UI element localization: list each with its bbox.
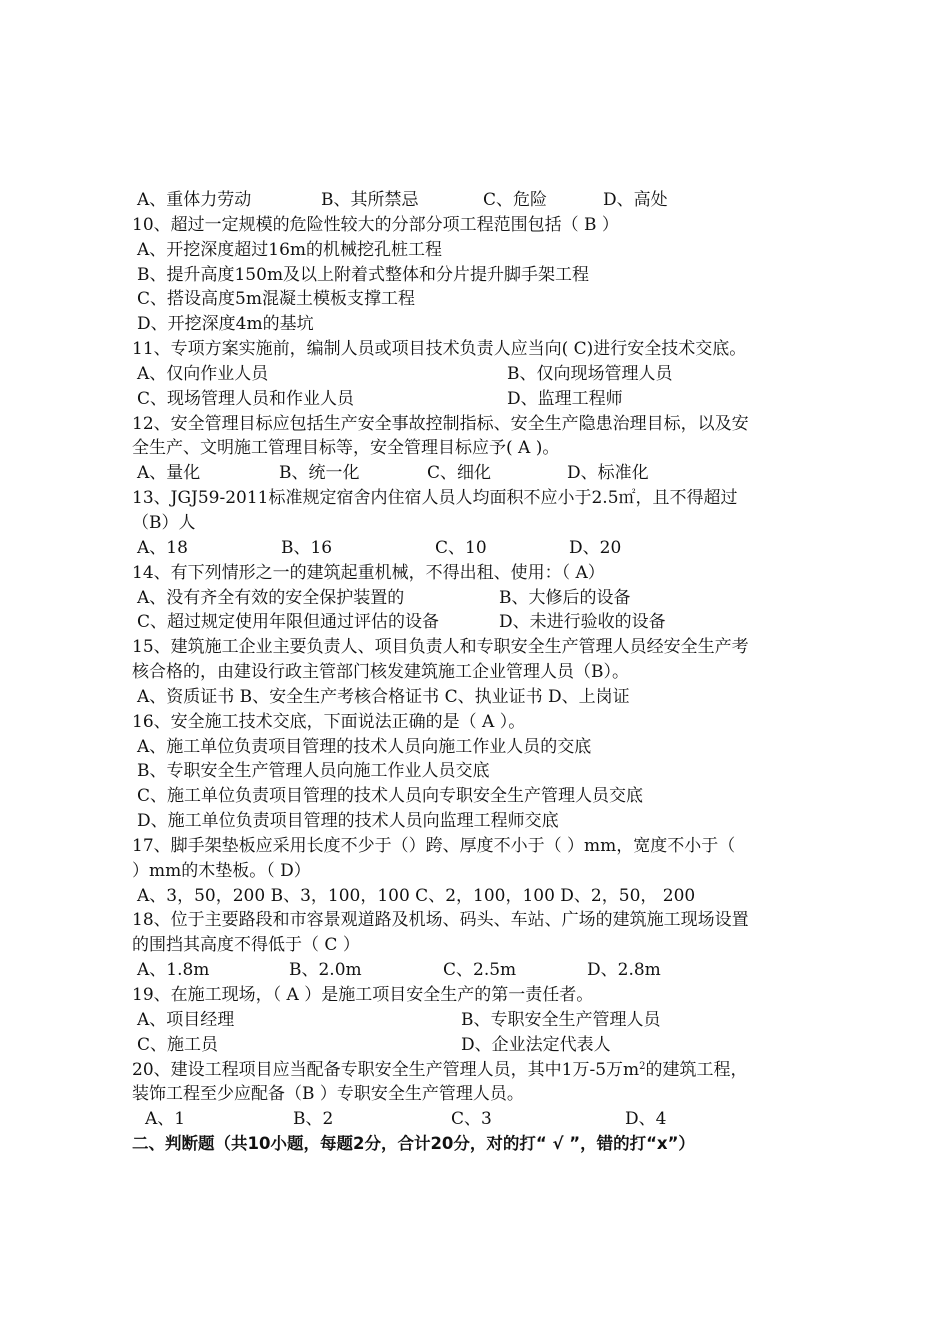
q13-stem-line1: 13、JGJ59-2011标准规定宿舍内住宿人员人均面积不应小于2.5㎡，且不得超过 bbox=[132, 488, 738, 509]
q18-option-c: C、2.5m bbox=[443, 960, 517, 981]
q16-option-b: B、专职安全生产管理人员向施工作业人员交底 bbox=[137, 761, 490, 782]
q11-option-c: C、现场管理人员和作业人员 bbox=[137, 388, 355, 409]
q14-option-a: A、没有齐全有效的安全保护装置的 bbox=[137, 587, 405, 608]
q12-option-c: C、细化 bbox=[427, 463, 492, 484]
q20-stem-line1-b: 的建筑工程， bbox=[645, 1059, 748, 1080]
q20-option-b: B、2 bbox=[293, 1109, 334, 1130]
q9-option-d: D、高处 bbox=[603, 190, 668, 210]
q20-stem-superscript: 2 bbox=[639, 1060, 646, 1072]
q20-stem-line1 bbox=[132, 1058, 838, 1083]
q16-option-a: A、施工单位负责项目管理的技术人员向施工作业人员的交底 bbox=[137, 736, 592, 757]
q12-option-d: D、标准化 bbox=[567, 463, 649, 484]
q18-stem-line1: 18、位于主要路段和市容景观道路及机场、码头、车站、广场的建筑施工现场设置 bbox=[132, 910, 749, 931]
q15-stem-line1: 15、建筑施工企业主要负责人、项目负责人和专职安全生产管理人员经安全生产考 bbox=[132, 637, 749, 658]
q19-options-row1 bbox=[132, 1008, 838, 1033]
q17-stem-line2: ）mm的木垫板。（ D） bbox=[132, 860, 311, 881]
exam-page bbox=[132, 188, 838, 1157]
q9-option-a: A、重体力劳动 bbox=[137, 190, 252, 210]
q13-option-d: D、20 bbox=[569, 537, 622, 558]
q11-options-row2 bbox=[132, 387, 838, 412]
q12-option-b: B、统一化 bbox=[279, 463, 360, 484]
q9-option-b: B、其所禁忌 bbox=[321, 190, 419, 210]
q9-options bbox=[132, 188, 838, 213]
q14-stem: 14、有下列情形之一的建筑起重机械，不得出租、使用：（ A） bbox=[132, 562, 605, 583]
q11-stem: 11、专项方案实施前，编制人员或项目技术负责人应当向( C)进行安全技术交底。 bbox=[132, 339, 747, 360]
q20-options bbox=[132, 1107, 838, 1132]
q19-option-c: C、施工员 bbox=[137, 1034, 219, 1055]
q10-option-c: C、搭设高度5m混凝土模板支撑工程 bbox=[137, 289, 415, 310]
q18-option-b: B、2.0m bbox=[289, 960, 362, 981]
q10-option-b: B、提升高度150m及以上附着式整体和分片提升脚手架工程 bbox=[137, 264, 590, 285]
q10-option-d: D、开挖深度4m的基坑 bbox=[137, 314, 314, 335]
q19-stem: 19、在施工现场，（ A ）是施工项目安全生产的第一责任者。 bbox=[132, 985, 594, 1005]
q14-option-b: B、大修后的设备 bbox=[499, 587, 631, 608]
q19-option-a: A、项目经理 bbox=[137, 1009, 235, 1030]
q12-option-a: A、量化 bbox=[137, 463, 201, 484]
q13-options bbox=[132, 536, 838, 561]
q13-option-c: C、10 bbox=[435, 537, 487, 558]
q16-stem: 16、安全施工技术交底，下面说法正确的是（ A ）。 bbox=[132, 711, 526, 732]
q20-option-c: C、3 bbox=[451, 1109, 492, 1130]
q14-options-row1 bbox=[132, 586, 838, 611]
q13-stem-line2: （B）人 bbox=[132, 512, 196, 533]
q11-options-row1 bbox=[132, 362, 838, 387]
q20-option-a: A、1 bbox=[145, 1109, 186, 1130]
q14-options-row2 bbox=[132, 610, 838, 635]
q18-options bbox=[132, 958, 838, 983]
q14-option-c: C、超过规定使用年限但通过评估的设备 bbox=[137, 612, 440, 633]
q16-option-c: C、施工单位负责项目管理的技术人员向专职安全生产管理人员交底 bbox=[137, 786, 644, 807]
q10-option-a: A、开挖深度超过16m的机械挖孔桩工程 bbox=[137, 239, 443, 260]
q12-options bbox=[132, 461, 838, 486]
section2-heading: 二、判断题（共10小题，每题2分，合计20分，对的打“ √ ”，错的打“x”） bbox=[132, 1134, 695, 1154]
q14-option-d: D、未进行验收的设备 bbox=[499, 612, 666, 633]
q13-option-a: A、18 bbox=[137, 537, 188, 558]
q20-stem-line2: 装饰工程至少应配备（B ）专职安全生产管理人员。 bbox=[132, 1084, 524, 1105]
q17-stem-line1: 17、脚手架垫板应采用长度不少于（）跨、厚度不小于（ ）mm，宽度不小于（ bbox=[132, 835, 736, 856]
q11-option-b: B、仅向现场管理人员 bbox=[507, 363, 673, 384]
q18-option-a: A、1.8m bbox=[137, 960, 210, 981]
q12-stem-line2: 全生产、文明施工管理目标等，安全管理目标应予( A )。 bbox=[132, 438, 560, 459]
q11-option-a: A、仅向作业人员 bbox=[137, 363, 269, 384]
q20-stem-line1-a: 20、建设工程项目应当配备专职安全生产管理人员，其中1万-5万m bbox=[132, 1059, 640, 1080]
q15-stem-line2: 核合格的，由建设行政主管部门核发建筑施工企业管理人员（B）。 bbox=[132, 662, 629, 683]
q20-option-d: D、4 bbox=[625, 1109, 667, 1130]
q12-stem-line1: 12、安全管理目标应包括生产安全事故控制指标、安全生产隐患治理目标，以及安 bbox=[132, 413, 749, 434]
q18-stem-line2: 的围挡其高度不得低于（ C ） bbox=[132, 935, 360, 956]
q16-option-d: D、施工单位负责项目管理的技术人员向监理工程师交底 bbox=[137, 811, 559, 832]
q9-option-c: C、危险 bbox=[483, 190, 548, 210]
q10-stem: 10、超过一定规模的危险性较大的分部分项工程范围包括（ B ） bbox=[132, 214, 619, 235]
q11-option-d: D、监理工程师 bbox=[507, 388, 623, 409]
q19-option-d: D、企业法定代表人 bbox=[461, 1034, 611, 1055]
q15-options: A、资质证书 B、安全生产考核合格证书 C、执业证书 D、上岗证 bbox=[137, 686, 630, 707]
q19-option-b: B、专职安全生产管理人员 bbox=[461, 1009, 661, 1030]
q13-option-b: B、16 bbox=[281, 537, 333, 558]
q17-options: A、3，50，200 B、3，100，100 C、2，100，100 D、2，50， 200 bbox=[137, 885, 696, 906]
q18-option-d: D、2.8m bbox=[587, 960, 661, 981]
q19-options-row2 bbox=[132, 1033, 838, 1058]
